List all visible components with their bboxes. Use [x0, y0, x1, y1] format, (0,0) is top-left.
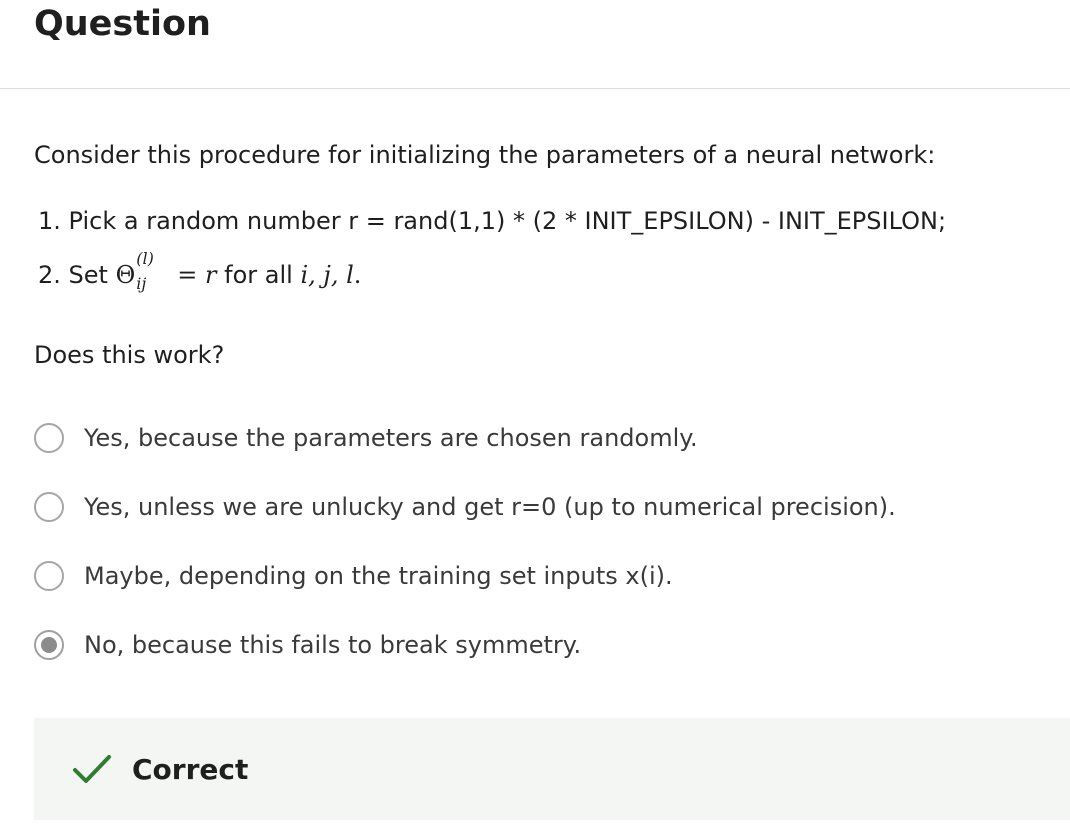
step-2-prefix: 2. Set [38, 261, 116, 289]
option-1[interactable] [34, 418, 698, 458]
check-icon [72, 749, 112, 789]
option-4[interactable] [34, 625, 581, 665]
option-3[interactable] [34, 556, 673, 596]
step-1: 1. Pick a random number r = rand(1,1) * (2 * INIT_EPSILON) - INIT_EPSILON; [38, 207, 947, 235]
option-1-label: Yes, because the parameters are chosen randomly. [84, 424, 698, 452]
header [0, 0, 1070, 89]
question-text: Does this work? [34, 341, 225, 369]
theta-subscript: ij [136, 274, 147, 293]
r-variable: r [205, 261, 217, 289]
option-2[interactable] [34, 487, 896, 527]
page-title: Question [34, 4, 211, 44]
question-prompt: Consider this procedure for initializing the parameters of a neural network: [34, 141, 936, 169]
equals-sign: = [177, 261, 198, 289]
radio-button-1[interactable] [34, 423, 64, 453]
theta-symbol [115, 249, 154, 293]
step-2-middle: for all [216, 261, 301, 289]
step-2-end: . [353, 261, 362, 289]
indices: i, j, l [300, 261, 354, 289]
radio-button-4-selected[interactable] [34, 630, 64, 660]
feedback-panel [34, 718, 1070, 820]
radio-button-3[interactable] [34, 561, 64, 591]
theta-letter: Θ [115, 261, 136, 289]
radio-button-2[interactable] [34, 492, 64, 522]
step-2 [38, 249, 362, 293]
option-4-label: No, because this fails to break symmetry. [84, 631, 582, 659]
option-2-label: Yes, unless we are unlucky and get r=0 (up to numerical precision). [84, 493, 896, 521]
option-3-label: Maybe, depending on the training set inputs x(i). [84, 562, 673, 590]
theta-superscript: (l) [136, 249, 154, 268]
feedback-label: Correct [132, 752, 249, 786]
